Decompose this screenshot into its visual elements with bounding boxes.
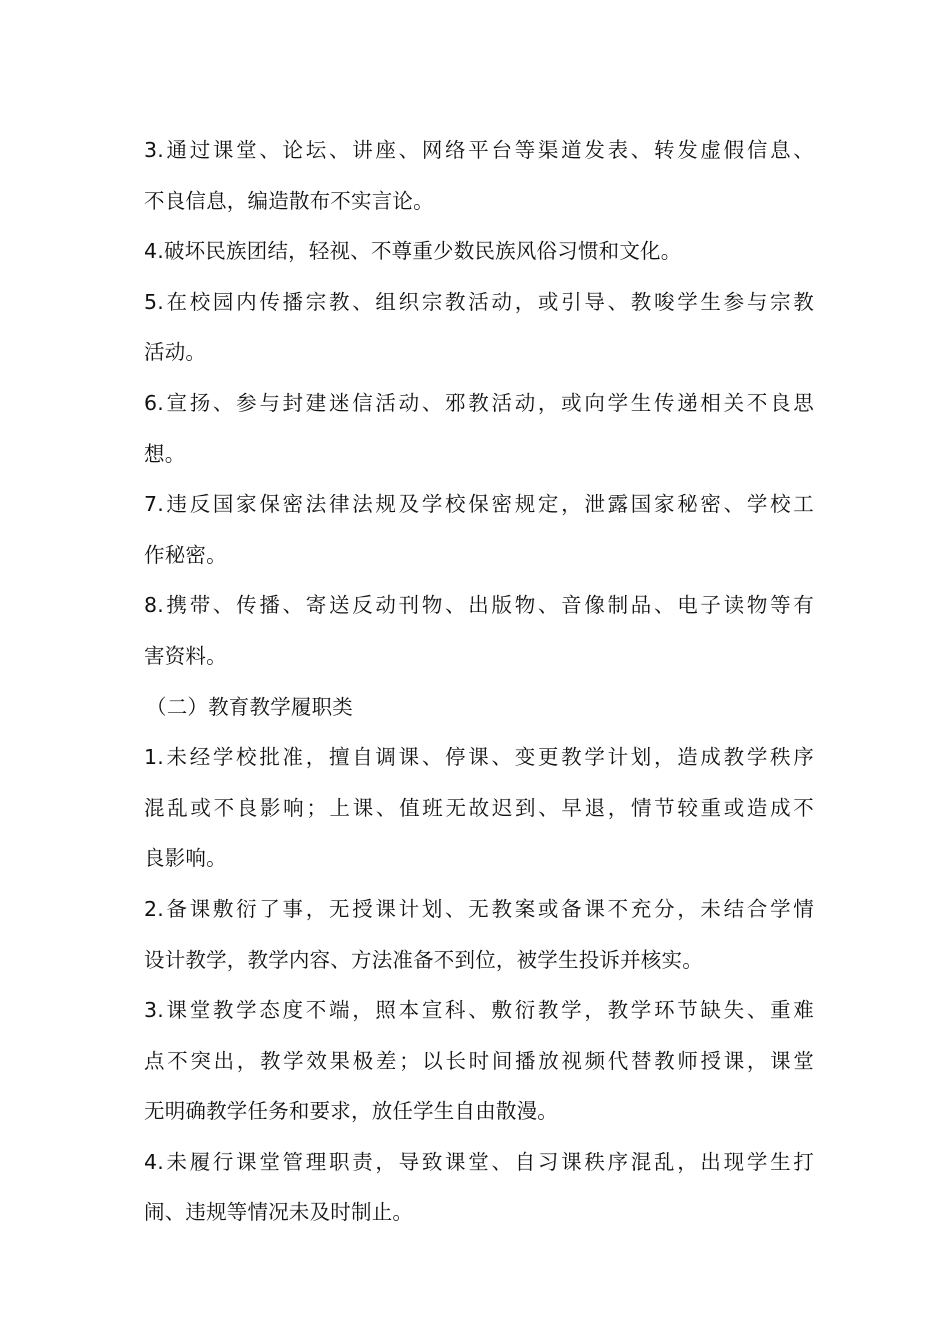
- text-line: 作秘密。: [144, 542, 227, 567]
- section-heading: （二）教育教学履职类: [146, 694, 353, 719]
- text-line: 害资料。: [144, 643, 227, 668]
- text-line: 活动。: [144, 340, 207, 365]
- document-body: [144, 125, 814, 1238]
- text-line: 1.未经学校批准，擅自调课、停课、变更教学计划，造成教学秩序: [144, 745, 814, 770]
- text-line: 良影响。: [144, 846, 227, 871]
- text-line: 6.宣扬、参与封建迷信活动、邪教活动，或向学生传递相关不良思: [144, 390, 814, 415]
- text-line: 设计教学，教学内容、方法准备不到位，被学生投诉并核实。: [144, 947, 703, 972]
- text-line: 无明确教学任务和要求，放任学生自由散漫。: [144, 1099, 558, 1124]
- text-line: 4.未履行课堂管理职责，导致课堂、自习课秩序混乱，出现学生打: [144, 1149, 814, 1174]
- text-line: 想。: [144, 441, 186, 466]
- text-line: 点不突出，教学效果极差；以长时间播放视频代替教师授课，课堂: [144, 1048, 814, 1073]
- text-line: 5.在校园内传播宗教、组织宗教活动，或引导、教唆学生参与宗教: [144, 289, 814, 314]
- text-line: 7.违反国家保密法律法规及学校保密规定，泄露国家秘密、学校工: [144, 492, 814, 517]
- text-line: 4.破坏民族团结，轻视、不尊重少数民族风俗习惯和文化。: [144, 239, 682, 264]
- text-line: 3.通过课堂、论坛、讲座、网络平台等渠道发表、转发虚假信息、: [144, 138, 814, 162]
- text-line: 2.备课敷衍了事，无授课计划、无教案或备课不充分，未结合学情: [144, 896, 814, 921]
- text-line: 闹、违规等情况未及时制止。: [144, 1200, 414, 1225]
- text-line: 3.课堂教学态度不端，照本宣科、敷衍教学，教学环节缺失、重难: [144, 998, 814, 1023]
- text-line: 不良信息，编造散布不实言论。: [144, 188, 434, 213]
- text-line: 8.携带、传播、寄送反动刊物、出版物、音像制品、电子读物等有: [144, 593, 814, 618]
- text-line: 混乱或不良影响；上课、值班无故迟到、早退，情节较重或造成不: [144, 795, 814, 820]
